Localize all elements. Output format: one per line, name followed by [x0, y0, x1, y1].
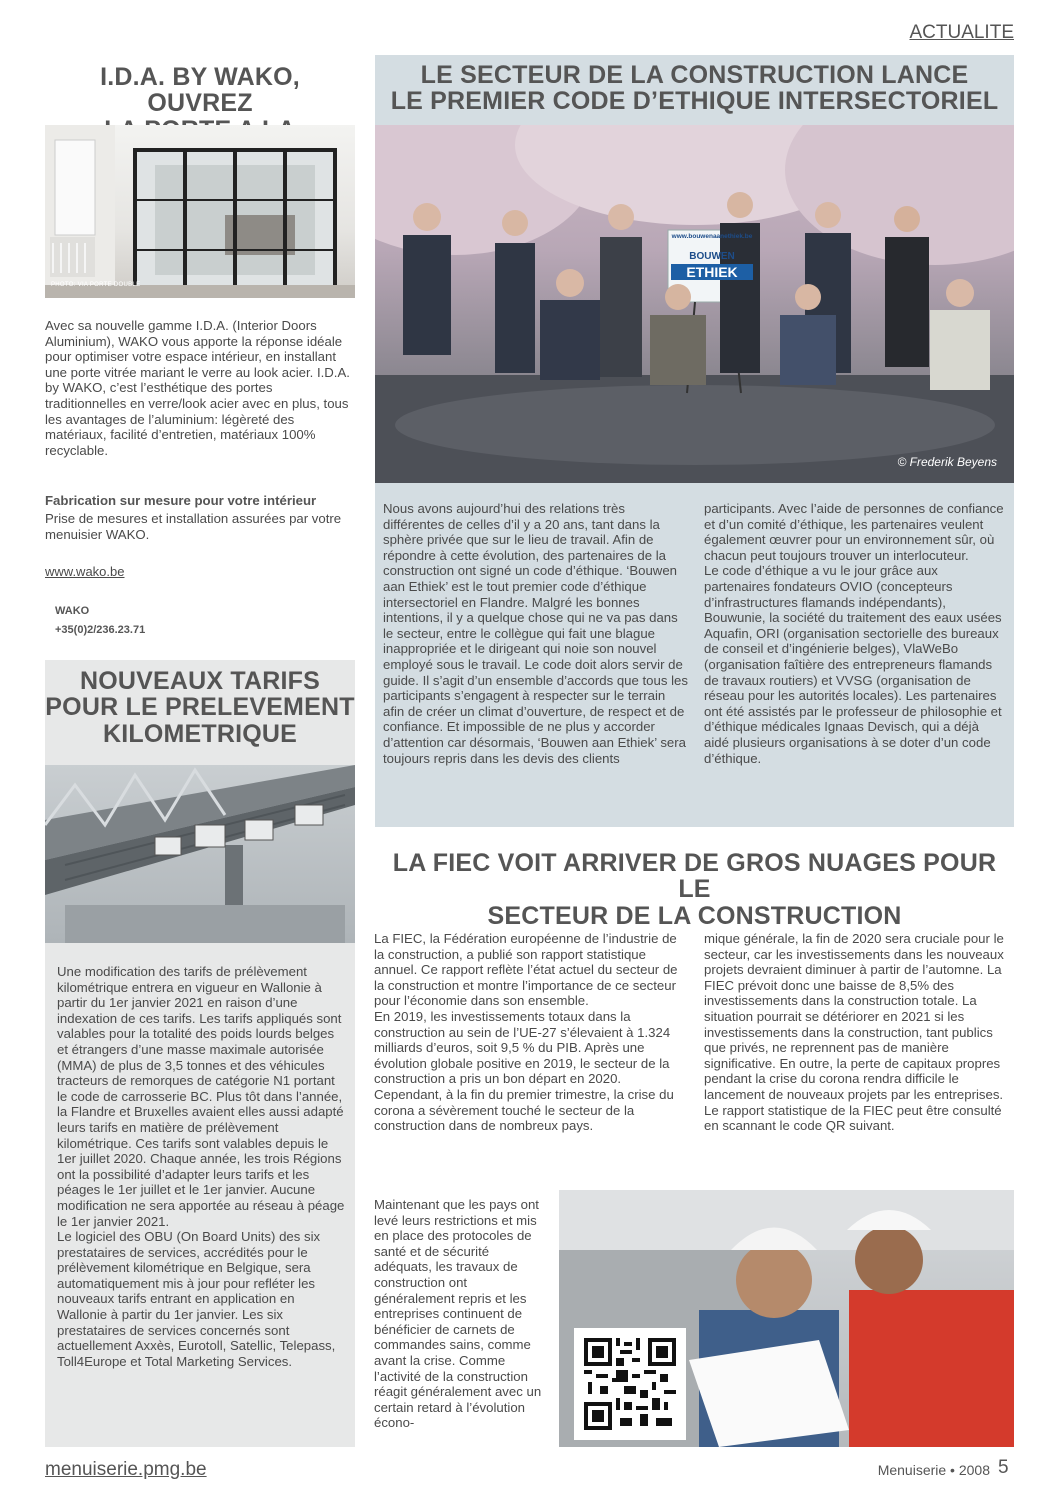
wako-subheading: Fabrication sur mesure pour votre intérieur [45, 493, 317, 508]
wako-door-photo [45, 125, 355, 298]
photo-credit: © Frederik Beyens [897, 455, 997, 469]
tarifs-title-line3: KILOMETRIQUE [102, 719, 298, 748]
footer-site[interactable]: menuiserie.pmg.be [45, 1459, 207, 1480]
qr-code[interactable] [574, 1328, 686, 1440]
tarifs-body: Une modification des tarifs de prélèvement kilométrique entrera en vigueur en Wallonie à partir du 1er janvier 2021 en raison d’une indexation de ces tarifs. Les tarifs appliqués sont valables pour la totalité des poids lourds belges et étrangers d’une masse maximale autorisée (MMA) de plus de 3,5 tonnes et des véhicules tracteurs de remorques de catégorie N1 portant le code de carrosserie BC. Plus tôt dans l’année, la Flandre et Bruxelles avaient elles aussi adapté leurs tarifs en matière de prélèvement kilométrique. Ces tarifs sont valables depuis le 1er juillet 2020. Chaque année, les trois Régions ont la possibilité d’adapter leurs tarifs et les péages le 1er juillet et le 1er janvier. Aucune modification ne sera apportée au réseau à péage le 1er janvier 2021. Le logiciel des OBU (On Board Units) des six prestataires de services, accrédités pour le prélèvement kilométrique en Belgique, sera automatiquement mis à jour pour refléter les nouveaux tarifs entrant en application en Wallonie à partir du 1er janvier. Les six prestataires de services concernés sont actuellement Axxès, Eurotoll, Satellic, Telepass, Toll4Europe et Total Marketing Services. [57, 964, 345, 1369]
wako-door-illustration [45, 125, 355, 298]
footer-issue: Menuiserie • 2008 [877, 1462, 990, 1478]
wako-title-line1: I.D.A. BY WAKO, OUVREZ [100, 63, 300, 118]
ethique-col1: Nous avons aujourd’hui des relations très différentes de celles d’il y a 20 ans, tant dans la sphère privée que sur le lieu de travail. Afin de répondre à cette évolution, des partenaires de la construction ont signé un code d’éthique. ‘Bouwen aan Ethiek’ est le tout premier code d’éthique intersectoriel en Flandre. Malgré les bonnes intentions, il y a quelque chose qui ne va pas dans le secteur, entre le collègue qui fait une blague inappropriée et le dirigeant qui noie son nouvel employé sous le travail. Le code doit alors servir de guide. Il s’agit d’un ensemble d’accords que tous les participants s’engagent à respecter sur le terrain afin de créer un climat d’ouverture, de respect et de confiance. Et impossible de ne plus y accorder d’attention car désormais, ‘Bouwen aan Ethiek’ sera toujours repris dans les devis des clients [383, 501, 688, 766]
fiec-title-line2: SECTEUR DE LA CONSTRUCTION [487, 901, 902, 930]
fiec-col1b: Maintenant que les pays ont levé leurs restrictions et mis en place des protocoles de santé et de sécurité adéquats, les travaux de construction ont généralement repris et les entreprises continuent de bénéficier de carnets de commandes sains, comme avant la crise. Comme l’activité de la construction réagit généralement avec un certain retard à l’évolution écono- [374, 1197, 542, 1431]
group-photo-illustration [375, 125, 1014, 483]
toll-gantry-illustration [45, 765, 355, 943]
fiec-title [375, 850, 1014, 929]
wako-body: Avec sa nouvelle gamme I.D.A. (Interior Doors Aluminium), WAKO vous apporte la réponse idéale pour optimiser votre espace intérieur, en installant une porte vitrée mariant le verre au look acier. I.D.A. by WAKO, c’est l’esthétique des portes traditionnelles en verre/look acier avec en plus, tous les avantages de l’aluminium: légèreté des matériaux, facilité d’entretien, matériaux 100% recyclable. [45, 318, 350, 458]
fiec-title-line1: LA FIEC VOIT ARRIVER DE GROS NUAGES POUR LE [392, 849, 997, 904]
sign-line1: BOUWEN [689, 251, 735, 262]
sign-url: www.bouwenaanethiek.be [671, 233, 753, 240]
footer-page-number: 5 [998, 1457, 1009, 1478]
wako-link[interactable]: www.wako.be [45, 564, 125, 579]
workers-photo [559, 1190, 1014, 1447]
fiec-col1: La FIEC, la Fédération européenne de l’industrie de la construction, a publié son rapport statistique annuel. Ce rapport reflète l’état actuel du secteur de la construction et montre l’importance de ce secteur pour l’économie dans son ensemble. En 2019, les investissements totaux dans la construction au sein de l’UE-27 s’élevaient à 1.324 milliards d’euros, soit 9,5 % du PIB. Après une évolution globale positive en 2019, le secteur de la construction a pris un bon départ en 2020. Cependant, à la fin du premier trimestre, la crise du corona a sévèrement touché le secteur de la construction dans de nombreux pays. [374, 931, 678, 1134]
ethique-title-line2: LE PREMIER CODE D’ETHIQUE INTERSECTORIEL [390, 87, 999, 116]
wako-contact-phone: +35(0)2/236.23.71 [55, 624, 146, 636]
ethique-title-line1: LE SECTEUR DE LA CONSTRUCTION LANCE [420, 61, 969, 89]
wako-photo-caption: PHOTO: VIA PORTE DOUBLE [51, 282, 141, 288]
tarifs-title [45, 668, 355, 747]
ethique-title [375, 62, 1014, 115]
wako-contact-name: WAKO [55, 605, 90, 617]
wako-body2: Prise de mesures et installation assurées par votre menuisier WAKO. [45, 511, 342, 542]
sign-line2: ETHIEK [671, 264, 753, 280]
ethique-group-photo [375, 125, 1014, 483]
tarifs-title-line2: POUR LE PRELEVEMENT [45, 693, 355, 722]
tarifs-title-line1: NOUVEAUX TARIFS [79, 667, 321, 695]
qr-code-icon [584, 1338, 676, 1430]
fiec-col2: mique générale, la fin de 2020 sera cruciale pour le secteur, car les investissements dans les nouveaux projets devraient diminuer à partir de l’automne. La FIEC prévoit donc une baisse de 8,5% des investissements dans la construction totale. La situation pourrait se détériorer en 2021 si les investissements dans la construction, tant publics que privés, ne reprennent pas de manière significative. En outre, la perte de capitaux propres pendant la crise du corona rendra difficile le lancement de nouveaux projets par les entreprises. Le rapport statistique de la FIEC peut être consulté en scannant le code QR suivant. [704, 931, 1004, 1134]
section-label: ACTUALITE [909, 22, 1014, 43]
toll-gantry-photo [45, 765, 355, 943]
ethique-col2: participants. Avec l’aide de personnes de confiance et d’un comité d’éthique, les partenaires veulent également œuvrer pour un environnement sûr, où chacun peut toujours trouver un interlocuteur. Le code d’éthique a vu le jour grâce aux partenaires fondateurs OVIO (concepteurs d’infrastructures flamands indépendants), Bouwunie, la société du traitement des eaux usées Aquafin, ORI (organisation sectorielle des bureaux de conseil et d’ingénierie belges), VlaWeBo (organisation faîtière des entrepreneurs flamands de travaux routiers) et VVSG (organisation de réseau pour les autorités locales). Les partenaires ont été assistés par le professeur de philosophie et d’éthique médicales Ignaas Devisch, qui a déjà aidé plusieurs organisations à se doter d’un code d’éthique. [704, 501, 1004, 766]
